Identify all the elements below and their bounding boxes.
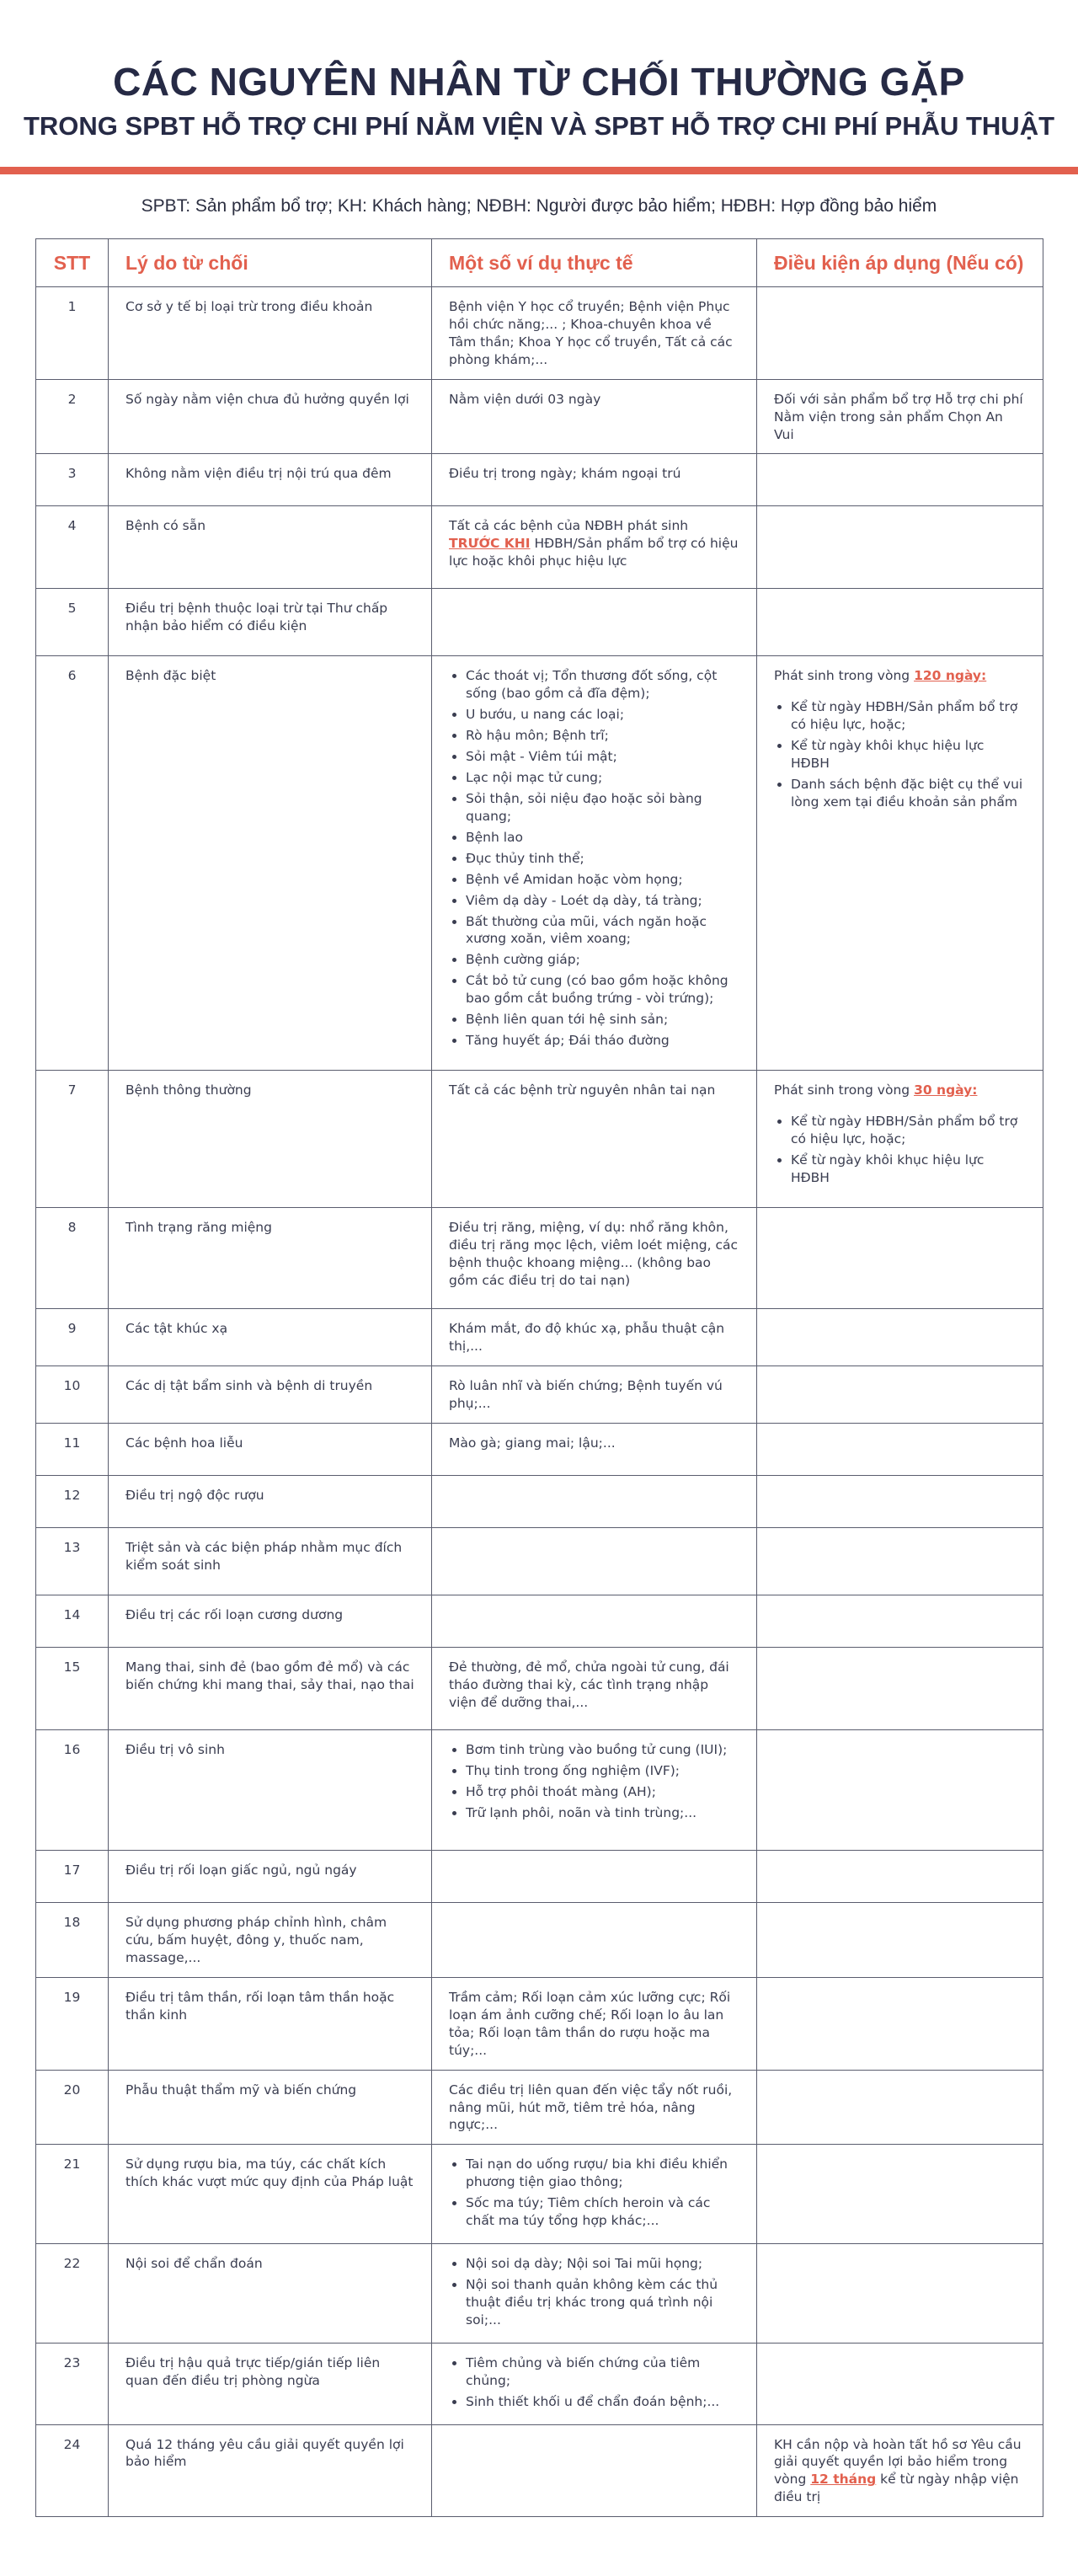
table-row — [36, 1309, 1043, 1366]
cell-conditions — [757, 506, 1043, 589]
cell-reason: Nội soi để chẩn đoán — [109, 2244, 432, 2344]
conditions-heading — [774, 2436, 1026, 2507]
cell-conditions — [757, 1476, 1043, 1528]
cell-reason: Điều trị vô sinh — [109, 1730, 432, 1851]
cell-conditions — [757, 1851, 1043, 1903]
cell-reason: Tình trạng răng miệng — [109, 1208, 432, 1309]
cell-examples: Mào gà; giang mai; lậu;... — [432, 1424, 757, 1476]
cell-conditions: Đối với sản phẩm bổ trợ Hỗ trợ chi phí Nằm viện trong sản phẩm Chọn An Vui — [757, 379, 1043, 454]
cell-examples — [432, 2244, 757, 2344]
highlight-text: 12 tháng — [810, 2472, 877, 2488]
examples-list — [449, 2354, 739, 2411]
table-row — [36, 2070, 1043, 2145]
rejection-reasons-table — [35, 238, 1043, 2517]
cell-stt: 1 — [36, 287, 109, 380]
cell-examples — [432, 506, 757, 589]
cell-stt: 11 — [36, 1424, 109, 1476]
cell-examples: Điều trị trong ngày; khám ngoại trú — [432, 454, 757, 506]
cell-reason: Cơ sở y tế bị loại trừ trong điều khoản — [109, 287, 432, 380]
examples-list — [449, 1741, 739, 1822]
table-row — [36, 1977, 1043, 2070]
table-row — [36, 2424, 1043, 2517]
cell-examples: Các điều trị liên quan đến việc tẩy nốt ruồi, nâng mũi, hút mỡ, tiêm trẻ hóa, nâng ngực;... — [432, 2070, 757, 2145]
cell-reason: Điều trị tâm thần, rối loạn tâm thần hoặc thần kinh — [109, 1977, 432, 2070]
cell-reason: Mang thai, sinh đẻ (bao gồm đẻ mổ) và các biến chứng khi mang thai, sảy thai, nạo thai — [109, 1648, 432, 1730]
cell-reason: Điều trị rối loạn giấc ngủ, ngủ ngáy — [109, 1851, 432, 1903]
cell-conditions — [757, 1208, 1043, 1309]
list-item: • Nội soi dạ dày; Nội soi Tai mũi họng; — [466, 2255, 739, 2273]
highlight-text: 120 ngày: — [914, 668, 987, 684]
cell-stt: 12 — [36, 1476, 109, 1528]
list-item: • Lạc nội mạc tử cung; — [466, 769, 739, 787]
header-examples: Một số ví dụ thực tế — [432, 239, 757, 287]
cell-reason: Sử dụng rượu bia, ma túy, các chất kích thích khác vượt mức quy định của Pháp luật — [109, 2145, 432, 2244]
cell-conditions — [757, 454, 1043, 506]
cell-examples: Rò luân nhĩ và biến chứng; Bệnh tuyến vú phụ;... — [432, 1366, 757, 1424]
cell-stt: 8 — [36, 1208, 109, 1309]
cell-reason: Điều trị ngộ độc rượu — [109, 1476, 432, 1528]
list-item: • Bệnh về Amidan hoặc vòm họng; — [466, 871, 739, 889]
bottom-spacer — [0, 2517, 1078, 2576]
cell-examples: Bệnh viện Y học cổ truyền; Bệnh viện Phục hồi chức năng;... ; Khoa-chuyên khoa về Tâm thần; Khoa Y học cổ truyền, Tất cả các phòng khám;... — [432, 287, 757, 380]
abbreviation-legend: SPBT: Sản phẩm bổ trợ; KH: Khách hàng; NĐBH: Người được bảo hiểm; HĐBH: Hợp đồng bảo hiểm — [141, 196, 937, 216]
highlight-text: TRƯỚC KHI — [449, 536, 531, 552]
cell-reason: Không nằm viện điều trị nội trú qua đêm — [109, 454, 432, 506]
cell-examples: Khám mắt, đo độ khúc xạ, phẫu thuật cận thị,... — [432, 1309, 757, 1366]
cell-reason: Điều trị hậu quả trực tiếp/gián tiếp liên quan đến điều trị phòng ngừa — [109, 2343, 432, 2424]
conditions-text: Phát sinh trong vòng — [774, 668, 915, 684]
cell-examples — [432, 1851, 757, 1903]
examples-text: Tất cả các bệnh của NĐBH phát sinh — [449, 518, 689, 534]
list-item: • Bơm tinh trùng vào buồng tử cung (IUI); — [466, 1741, 739, 1759]
table-row — [36, 656, 1043, 1071]
cell-examples — [432, 1595, 757, 1648]
list-item: • Sinh thiết khối u để chẩn đoán bệnh;... — [466, 2393, 739, 2411]
examples-list — [449, 667, 739, 1050]
cell-reason: Phẫu thuật thẩm mỹ và biến chứng — [109, 2070, 432, 2145]
table-row — [36, 589, 1043, 656]
table-row — [36, 2145, 1043, 2244]
table-row — [36, 1366, 1043, 1424]
cell-reason: Bệnh thông thường — [109, 1071, 432, 1208]
table-row — [36, 1071, 1043, 1208]
list-item: • Hỗ trợ phôi thoát màng (AH); — [466, 1783, 739, 1801]
cell-examples — [432, 1476, 757, 1528]
cell-conditions — [757, 1309, 1043, 1366]
cell-examples — [432, 589, 757, 656]
cell-stt: 24 — [36, 2424, 109, 2517]
cell-conditions — [757, 2145, 1043, 2244]
cell-stt: 19 — [36, 1977, 109, 2070]
page-header — [0, 0, 1078, 142]
table-header-row — [36, 239, 1043, 287]
list-item: • Sỏi mật - Viêm túi mật; — [466, 748, 739, 766]
cell-stt: 22 — [36, 2244, 109, 2344]
table-row — [36, 1476, 1043, 1528]
cell-conditions — [757, 1528, 1043, 1595]
list-item: • Cắt bỏ tử cung (có bao gồm hoặc không bao gồm cắt buồng trứng - vòi trứng); — [466, 972, 739, 1007]
cell-conditions — [757, 2343, 1043, 2424]
cell-reason: Điều trị các rối loạn cương dương — [109, 1595, 432, 1648]
cell-examples — [432, 2145, 757, 2244]
header-reason: Lý do từ chối — [109, 239, 432, 287]
cell-stt: 16 — [36, 1730, 109, 1851]
cell-stt: 2 — [36, 379, 109, 454]
conditions-text: Phát sinh trong vòng — [774, 1082, 915, 1098]
list-item: • Bất thường của mũi, vách ngăn hoặc xương xoăn, viêm xoang; — [466, 913, 739, 949]
table-row — [36, 1424, 1043, 1476]
list-item: • Kể từ ngày khôi khục hiệu lực HĐBH — [791, 737, 1026, 772]
cell-conditions — [757, 2244, 1043, 2344]
list-item: • Bệnh liên quan tới hệ sinh sản; — [466, 1011, 739, 1029]
cell-stt: 14 — [36, 1595, 109, 1648]
table-row — [36, 1730, 1043, 1851]
list-item: • Trữ lạnh phôi, noãn và tinh trùng;... — [466, 1804, 739, 1822]
cell-reason: Quá 12 tháng yêu cầu giải quyết quyền lợi bảo hiểm — [109, 2424, 432, 2517]
examples-list — [449, 2156, 739, 2230]
table-row — [36, 1528, 1043, 1595]
cell-conditions — [757, 656, 1043, 1071]
table-row — [36, 287, 1043, 380]
list-item: • Kể từ ngày HĐBH/Sản phẩm bổ trợ có hiệu lực, hoặc; — [791, 1113, 1026, 1148]
table-row — [36, 1595, 1043, 1648]
list-item: • Viêm dạ dày - Loét dạ dày, tá tràng; — [466, 892, 739, 910]
cell-conditions — [757, 1424, 1043, 1476]
table-row — [36, 1903, 1043, 1978]
conditions-list — [774, 1113, 1026, 1187]
cell-reason: Bệnh đặc biệt — [109, 656, 432, 1071]
examples-text: HĐBH/Sản phẩm bổ trợ có hiệu lực hoặc khôi phục hiệu lực — [449, 536, 739, 569]
conditions-heading — [774, 667, 1026, 685]
highlight-text: 30 ngày: — [914, 1082, 978, 1098]
table-row — [36, 1851, 1043, 1903]
cell-examples: Tất cả các bệnh trừ nguyên nhân tai nạn — [432, 1071, 757, 1208]
cell-reason: Số ngày nằm viện chưa đủ hưởng quyền lợi — [109, 379, 432, 454]
list-item: • Tăng huyết áp; Đái tháo đường — [466, 1032, 739, 1050]
cell-stt: 17 — [36, 1851, 109, 1903]
table-row — [36, 506, 1043, 589]
list-item: • Bệnh lao — [466, 829, 739, 847]
cell-reason: Bệnh có sẵn — [109, 506, 432, 589]
cell-conditions — [757, 2424, 1043, 2517]
cell-examples: Trầm cảm; Rối loạn cảm xúc lưỡng cực; Rối loạn ám ảnh cưỡng chế; Rối loạn lo âu lan tỏa; Rối loạn tâm thần do rượu hoặc ma túy;... — [432, 1977, 757, 2070]
table-row — [36, 379, 1043, 454]
table-row — [36, 2244, 1043, 2344]
header-conditions: Điều kiện áp dụng (Nếu có) — [757, 239, 1043, 287]
list-item: • Rò hậu môn; Bệnh trĩ; — [466, 727, 739, 745]
header-stt: STT — [36, 239, 109, 287]
cell-examples — [432, 1903, 757, 1978]
list-item: • Kể từ ngày HĐBH/Sản phẩm bổ trợ có hiệu lực, hoặc; — [791, 698, 1026, 734]
cell-conditions — [757, 287, 1043, 380]
table-body — [36, 287, 1043, 2517]
list-item: • Bệnh cường giáp; — [466, 951, 739, 969]
cell-stt: 21 — [36, 2145, 109, 2244]
cell-examples — [432, 1730, 757, 1851]
list-item: • Các thoát vị; Tổn thương đốt sống, cột sống (bao gồm cả đĩa đệm); — [466, 667, 739, 703]
list-item: • Nội soi thanh quản không kèm các thủ thuật điều trị khác trong quá trình nội soi;... — [466, 2276, 739, 2329]
cell-conditions — [757, 1648, 1043, 1730]
conditions-text: KH cần nộp và hoàn tất hồ sơ Yêu cầu giải quyết quyền lợi bảo hiểm trong vòng — [774, 2436, 1022, 2488]
cell-reason: Sử dụng phương pháp chỉnh hình, châm cứu, bấm huyệt, đông y, thuốc nam, massage,... — [109, 1903, 432, 1978]
cell-examples: Điều trị răng, miệng, ví dụ: nhổ răng khôn, điều trị răng mọc lệch, viêm loét miệng, các bệnh thuộc khoang miệng... (không bao gồm các điều trị do tai nạn) — [432, 1208, 757, 1309]
list-item: • Sỏi thận, sỏi niệu đạo hoặc sỏi bàng quang; — [466, 790, 739, 826]
conditions-heading — [774, 1082, 1026, 1099]
cell-stt: 9 — [36, 1309, 109, 1366]
cell-examples — [432, 2343, 757, 2424]
cell-reason: Các bệnh hoa liễu — [109, 1424, 432, 1476]
cell-conditions — [757, 1730, 1043, 1851]
cell-stt: 4 — [36, 506, 109, 589]
list-item: • Danh sách bệnh đặc biệt cụ thể vui lòng xem tại điều khoản sản phẩm — [791, 776, 1026, 811]
cell-examples — [432, 656, 757, 1071]
cell-conditions — [757, 1595, 1043, 1648]
cell-conditions — [757, 1977, 1043, 2070]
examples-list — [449, 2255, 739, 2329]
cell-stt: 13 — [36, 1528, 109, 1595]
table-row — [36, 1208, 1043, 1309]
cell-conditions — [757, 1366, 1043, 1424]
conditions-list — [774, 698, 1026, 811]
cell-stt: 7 — [36, 1071, 109, 1208]
cell-reason: Triệt sản và các biện pháp nhằm mục đích kiểm soát sinh — [109, 1528, 432, 1595]
cell-stt: 18 — [36, 1903, 109, 1978]
page-subtitle: TRONG SPBT HỖ TRỢ CHI PHÍ NẰM VIỆN VÀ SPBT HỖ TRỢ CHI PHÍ PHẪU THUẬT — [23, 111, 1055, 141]
cell-conditions — [757, 2070, 1043, 2145]
cell-conditions — [757, 589, 1043, 656]
cell-examples — [432, 1528, 757, 1595]
list-item: • Tai nạn do uống rượu/ bia khi điều khiển phương tiện giao thông; — [466, 2156, 739, 2191]
list-item: • Kể từ ngày khôi khục hiệu lực HĐBH — [791, 1152, 1026, 1187]
cell-stt: 3 — [36, 454, 109, 506]
table-row — [36, 2343, 1043, 2424]
cell-conditions — [757, 1071, 1043, 1208]
cell-examples — [432, 2424, 757, 2517]
cell-conditions — [757, 1903, 1043, 1978]
list-item: • Tiêm chủng và biến chứng của tiêm chủng; — [466, 2354, 739, 2390]
cell-stt: 15 — [36, 1648, 109, 1730]
table-row — [36, 454, 1043, 506]
cell-examples: Đẻ thường, đẻ mổ, chửa ngoài tử cung, đái tháo đường thai kỳ, các tình trạng nhập viện để dưỡng thai,... — [432, 1648, 757, 1730]
cell-stt: 23 — [36, 2343, 109, 2424]
list-item: • Sốc ma túy; Tiêm chích heroin và các chất ma túy tổng hợp khác;... — [466, 2194, 739, 2230]
list-item: • Đục thủy tinh thể; — [466, 850, 739, 868]
cell-stt: 6 — [36, 656, 109, 1071]
cell-examples: Nằm viện dưới 03 ngày — [432, 379, 757, 454]
conditions-text: kể từ ngày nhập viện điều trị — [774, 2472, 1019, 2505]
cell-stt: 10 — [36, 1366, 109, 1424]
cell-stt: 5 — [36, 589, 109, 656]
cell-reason: Các tật khúc xạ — [109, 1309, 432, 1366]
accent-divider — [0, 167, 1078, 174]
table-row — [36, 1648, 1043, 1730]
cell-reason: Điều trị bệnh thuộc loại trừ tại Thư chấp nhận bảo hiểm có điều kiện — [109, 589, 432, 656]
page-title: CÁC NGUYÊN NHÂN TỪ CHỐI THƯỜNG GẶP — [113, 60, 965, 104]
list-item: • Thụ tinh trong ống nghiệm (IVF); — [466, 1762, 739, 1780]
cell-stt: 20 — [36, 2070, 109, 2145]
list-item: • U bướu, u nang các loại; — [466, 706, 739, 724]
cell-reason: Các dị tật bẩm sinh và bệnh di truyền — [109, 1366, 432, 1424]
